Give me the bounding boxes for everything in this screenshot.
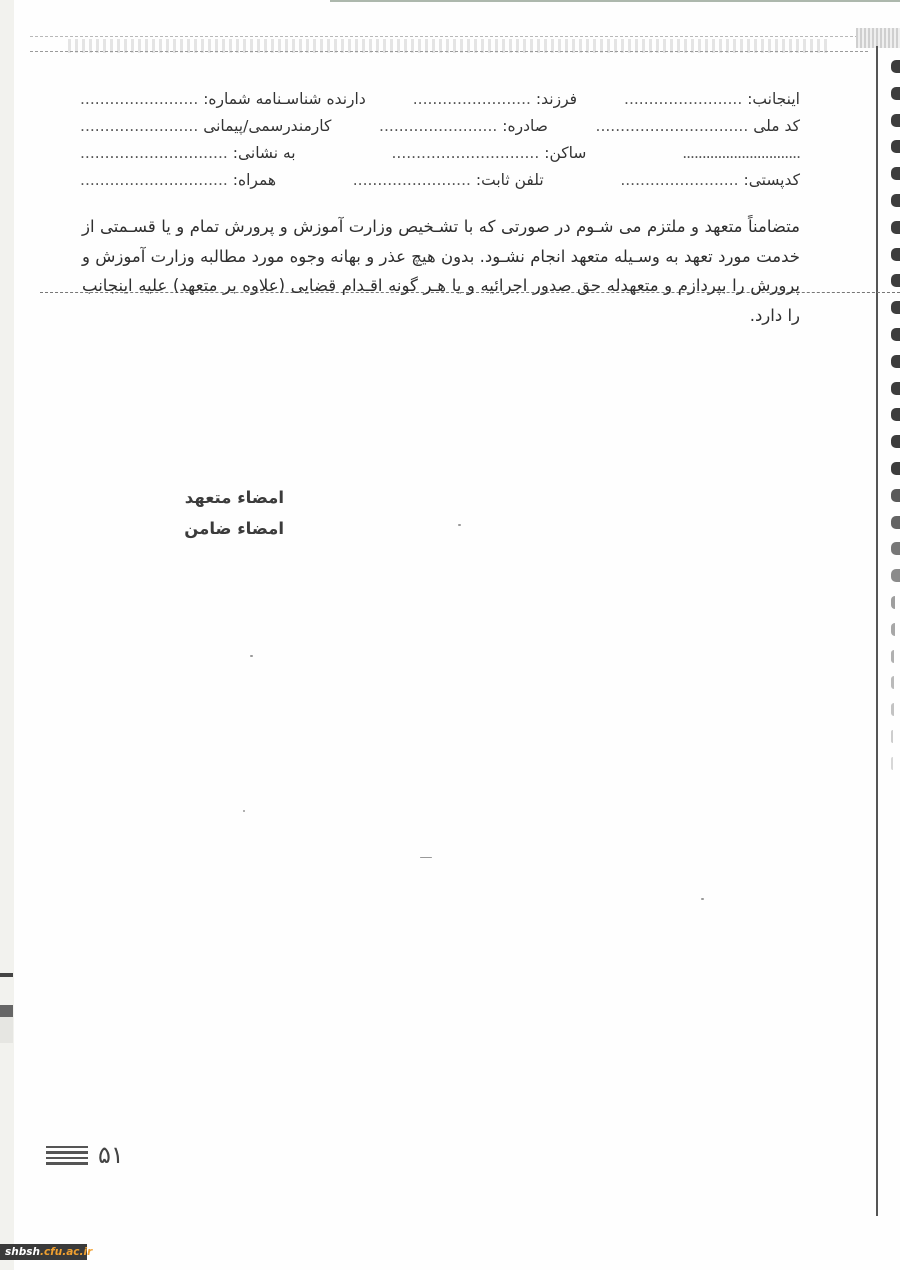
- scan-left-tab: [0, 1005, 13, 1017]
- binding-hole: [891, 569, 900, 582]
- scan-left-tab: [0, 1017, 13, 1043]
- binding-hole: [891, 408, 900, 421]
- binding-hole: [891, 650, 894, 663]
- binding-hole: [891, 435, 900, 448]
- watermark-part2: .cfu.ac.ir: [39, 1246, 93, 1258]
- scan-speck: [243, 810, 245, 812]
- binding-hole: [891, 516, 900, 529]
- commitment-paragraph: متضامناً متعهد و ملتزم می شـوم در صورتی که با تشـخیص وزارت آموزش و پرورش تمام و یا قسـمتی از خدمت مورد تعهد به وسـیله متعهد انجام نشـود. بدون هیچ عذر و بهانه وجوه مورد مطالبه وزارت آموزش و پرورش را بپردازم و متعهدله حق صدور اجرائیه و یا هـر گونه اقـدام قضایی (علاوه بر متعهد) علیه اینجانب را دارد.: [82, 217, 800, 325]
- field-landline[interactable]: تلفن ثابت: ........................: [352, 171, 544, 189]
- site-watermark: [0, 1244, 93, 1260]
- binding-hole: [891, 596, 895, 609]
- field-self[interactable]: اینجانب: ........................: [624, 90, 800, 108]
- binding-hole: [891, 301, 900, 314]
- binding-hole: [891, 221, 900, 234]
- field-residence-prefix[interactable]: ..............................: [682, 144, 800, 162]
- form-row-residence: [80, 140, 800, 167]
- binding-hole: [891, 194, 900, 207]
- field-mobile[interactable]: همراه: ..............................: [80, 171, 277, 189]
- faded-header: [30, 34, 868, 56]
- binding-hole: [891, 462, 900, 475]
- binding-holes: [891, 60, 900, 784]
- scan-speck: [420, 857, 432, 858]
- form-row-identity: [80, 86, 800, 113]
- scan-left-tab: [0, 973, 13, 977]
- binding-hole: [891, 355, 900, 368]
- scan-left-margin: [0, 0, 14, 1270]
- scan-speck: [701, 898, 704, 900]
- binding-hole: [891, 328, 900, 341]
- signature-block: [180, 482, 284, 544]
- binding-hole: [891, 382, 900, 395]
- field-child-of[interactable]: فرزند: ........................: [412, 90, 578, 108]
- page-number-block: [46, 1143, 124, 1167]
- binding-margin-line: [876, 46, 878, 1216]
- field-resident-of[interactable]: ساکن: ..............................: [391, 144, 587, 162]
- form-row-contact: [80, 167, 800, 194]
- binding-hole: [891, 703, 894, 716]
- signature-obligor-label: امضاء متعهد: [184, 488, 284, 507]
- page-number: ۵۱: [98, 1141, 124, 1169]
- field-employment-type[interactable]: کارمندرسمی/پیمانی ........................: [80, 117, 332, 135]
- field-national-code[interactable]: کد ملی ...............................: [595, 117, 800, 135]
- page-number-bars-icon: [46, 1146, 88, 1165]
- header-rule-top: [30, 36, 868, 37]
- scan-speck: [250, 655, 253, 657]
- header-corner-tab: [856, 28, 900, 48]
- binding-hole: [891, 676, 894, 689]
- binding-hole: [891, 542, 900, 555]
- field-postal-code[interactable]: کدپستی: ........................: [620, 171, 800, 189]
- watermark-part1: shbsh: [5, 1246, 40, 1258]
- binding-hole: [891, 60, 900, 73]
- field-issued-in[interactable]: صادره: ........................: [379, 117, 548, 135]
- form-row-national-code: [80, 113, 800, 140]
- binding-hole: [891, 87, 900, 100]
- binding-hole: [891, 274, 900, 287]
- binding-hole: [891, 114, 900, 127]
- personal-info-form: [80, 86, 800, 194]
- binding-hole: [891, 167, 900, 180]
- scan-speck: [458, 524, 461, 526]
- scan-top-edge: [330, 0, 900, 2]
- binding-hole: [891, 730, 893, 743]
- binding-hole: [891, 623, 895, 636]
- binding-hole: [891, 757, 893, 770]
- binding-hole: [891, 248, 900, 261]
- field-id-number[interactable]: دارنده شناسـنامه شماره: ........................: [80, 90, 366, 108]
- field-address[interactable]: به نشانی: ..............................: [80, 144, 296, 162]
- header-rule-bottom: [30, 51, 868, 52]
- signature-guarantor-label: امضاء ضامن: [184, 519, 284, 538]
- binding-hole: [891, 489, 900, 502]
- binding-hole: [891, 140, 900, 153]
